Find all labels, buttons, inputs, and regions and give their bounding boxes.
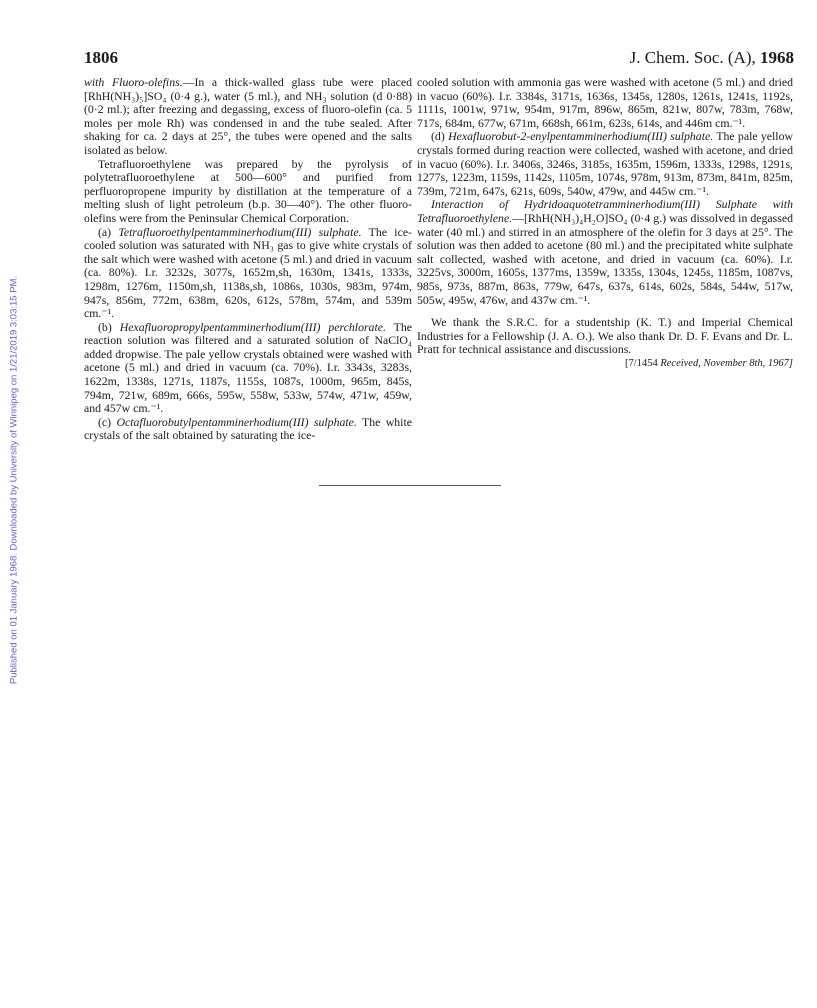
paragraph (417, 198, 793, 307)
paragraph-text: The white crystals of the salt obtained by saturating the ice- (84, 414, 412, 443)
received-line (417, 357, 793, 371)
page-header (84, 48, 794, 72)
section-title: with Fluoro-olefins. (84, 75, 183, 89)
acknowledgements: We thank the S.R.C. for a studentship (K. T.) and Imperial Chemical Industries for a Fellowship (J. A. O.). We also thank Dr. D. F. Evans and Dr. L. Pratt for technical assistance and discussions. (417, 315, 793, 357)
paragraph (84, 76, 412, 158)
section-title: Octafluorobutylpentamminerhodium(III) sulphate. (116, 414, 357, 429)
paragraph: Tetrafluoroethylene was prepared by the pyrolysis of polytetrafluoroethylene at 500—600° and purified from perfluoropropene impurity by distillation at the temperature of a melting slush of light petroleum (b.p. 30—40°). The other fluoro-olefins were from the Peninsular Chemical Corporation. (84, 156, 412, 225)
item-label: (d) (431, 129, 449, 144)
paragraph (84, 226, 412, 321)
right-column (417, 76, 793, 370)
paragraph-text: —[RhH(NH₃)₄H₂O]SO₄ (0·4 g.) was dissolved in degassed water (40 ml.) and stirred in an atmosphere of the olefin for 3 days at 25°. The solution was then added to acetone (80 ml.) and the precipitated white sulphate salt collected, washed with acetone, and dried in vacuum (ca. 60%). I.r. 3225vs, 3000m, 1605s, 1377ms, 1359w, 1335s, 1304s, 1245s, 1185m, 1087vs, 985s, 973s, 887m, 863s, 779w, 647s, 637s, 614s, 602s, 584s, 544w, 517w, 505w, 495w, 476w, and 437w cm.⁻¹. (417, 210, 793, 307)
section-title: Interaction of Hydridoaquotetramminerhodium(III) Sulphate with Tetrafluoroethylene. (417, 197, 793, 225)
page-number: 1806 (84, 48, 118, 67)
paragraph-text: —In a thick-walled glass tube were placed [RhH(NH₃)₅]SO₄ (0·4 g.), water (5 ml.), and NH₃ solution (d 0·88) (0·2 ml.); after freezing and degassing, excess of fluoro-olefin (ca. 5 moles per mole Rh) was condensed in and the tube sealed. After shaking for ca. 2 days at 25°, the tubes were opened and the salts isolated as below. (84, 75, 413, 157)
end-rule (319, 485, 501, 486)
left-column (84, 76, 412, 443)
item-label: (a) (98, 224, 119, 239)
journal-name: J. Chem. Soc. (A), (629, 48, 756, 67)
section-title: Hexafluorobut-2-enylpentamminerhodium(III) sulphate. (448, 129, 714, 144)
received-date: Received, November 8th, 1967] (660, 357, 793, 369)
paragraph: cooled solution with ammonia gas were washed with acetone (5 ml.) and dried in vacuo (60%). I.r. 3384s, 3171s, 1636s, 1345s, 1280s, 1261s, 1241s, 1192s, 1111s, 1001w, 971w, 954m, 917m, 896w, 865m, 821w, 807w, 783m, 768w, 717s, 684m, 677w, 671m, 668sh, 661m, 623s, 614s, and 446m cm.⁻¹. (417, 75, 793, 130)
item-label: (c) (98, 414, 117, 429)
paragraph (417, 130, 793, 198)
paragraph-text: The reaction solution was filtered and a saturated solution of NaClO₄ added dropwise. The pale yellow crystals obtained were washed with acetone (5 ml.) and dried in vacuum (ca. 70%). I.r. 3343s, 3283s, 1622m, 1338s, 1271s, 1187s, 1155s, 1087s, 1000m, 965m, 845s, 794m, 721w, 689m, 666s, 595w, 558w, 533w, 574w, 471w, 459w, and 457w cm.⁻¹. (84, 319, 412, 416)
paragraph-text: The ice-cooled solution was saturated with NH₃ gas to give white crystals of the salt which were washed with acetone (5 ml.) and dried in vacuum (ca. 80%). I.r. 3232s, 3077s, 1652m,sh, 1630m, 1341s, 1333s, 1298m, 1276m, 1150m,sh, 1138s,sh, 1086s, 1030s, 983m, 974m, 947s, 856m, 772m, 638m, 620s, 612s, 578m, 574m, and 539m cm.⁻¹. (84, 224, 412, 321)
section-title: Tetrafluoroethylpentamminerhodium(III) sulphate. (118, 224, 362, 239)
download-notice-text: Published on 01 January 1968. Downloaded by University of Winnipeg on 1/21/2019 3:03:15 PM. (8, 275, 20, 685)
paragraph (84, 416, 412, 443)
item-label: (b) (98, 319, 120, 334)
paragraph-text: The pale yellow crystals formed during reaction were collected, washed with acetone, and dried in vacuo (60%). I.r. 3406s, 3246s, 3185s, 1635m, 1596m, 1333s, 1298s, 1291s, 1277s, 1223m, 1159s, 1142s, 1105m, 1074s, 978m, 913m, 873m, 841m, 825m, 739m, 721m, 647s, 621s, 609s, 540w, 479w, and 445w cm.⁻¹. (417, 129, 793, 198)
journal-year: 1968 (760, 48, 794, 67)
manuscript-ref: [7/1454 (625, 357, 658, 369)
sidebar-download-notice (0, 0, 28, 1008)
section-title: Hexafluoropropylpentamminerhodium(III) perchlorate. (119, 319, 386, 334)
paragraph (84, 321, 412, 416)
journal-citation (630, 48, 794, 68)
